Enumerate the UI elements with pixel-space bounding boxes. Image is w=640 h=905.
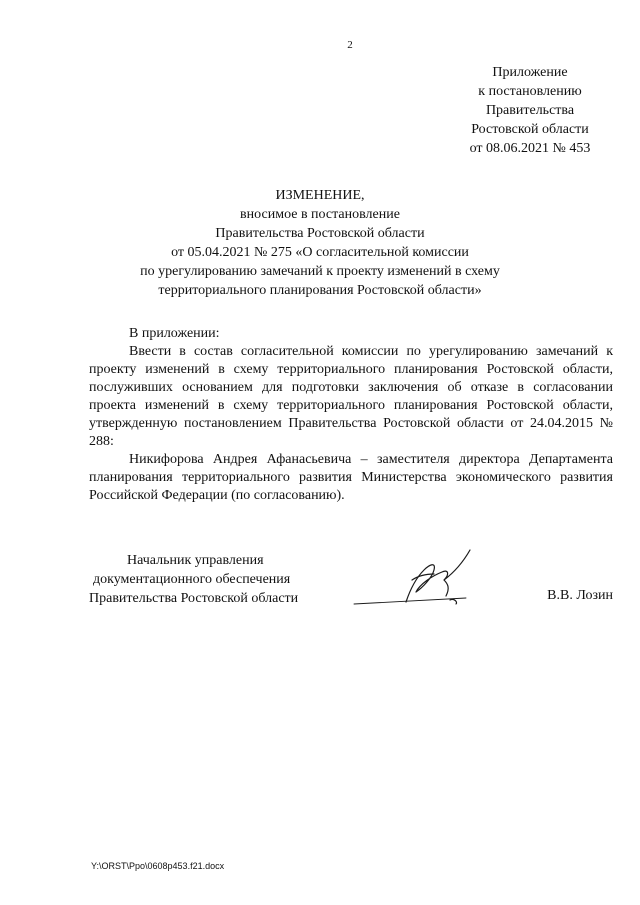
handwritten-signature-image <box>346 540 476 610</box>
document-body <box>89 325 613 505</box>
document-title <box>110 186 530 300</box>
appendix-line: Правительства <box>485 103 575 118</box>
appendix-line: к постановлению <box>478 84 582 99</box>
appendix-header <box>440 63 620 158</box>
appendix-line: от 08.06.2021 № 453 <box>469 141 591 156</box>
appendix-line: Приложение <box>492 65 568 80</box>
signer-name: В.В. Лозин <box>547 588 613 603</box>
body-paragraph: Ввести в состав согласительной комиссии по урегулированию замечаний к проекту изменений в схему территориального планирования Ростовской области, послуживших основанием для подготовки заключения об отказе в согласовании проекта изменений в схему территориального планирования Ростовской области, утвержденную постановлением Правительства Ростовской области от 24.04.2015 № 288: <box>89 344 613 449</box>
title-line: территориального планирования Ростовской области» <box>158 283 482 298</box>
signer-position-line: Начальник управления <box>127 553 264 568</box>
title-line: от 05.04.2021 № 275 «О согласительной комиссии <box>171 245 469 260</box>
signer-position-line: Правительства Ростовской области <box>89 591 299 606</box>
body-paragraph: Никифорова Андрея Афанасьевича – заместителя директора Департамента планирования территориального развития Министерства экономического развития Российской Федерации (по согласованию). <box>89 452 613 503</box>
signer-position-line: документационного обеспечения <box>93 572 291 587</box>
title-line: Правительства Ростовской области <box>215 226 425 241</box>
appendix-line: Ростовской области <box>471 122 589 137</box>
page-number: 2 <box>347 39 353 51</box>
title-heading: ИЗМЕНЕНИЕ, <box>275 188 365 203</box>
footer-file-path: Y:\ORST\Ppo\0608p453.f21.docx <box>91 861 225 871</box>
title-line: вносимое в постановление <box>240 207 400 222</box>
body-intro: В приложении: <box>129 326 220 341</box>
title-line: по урегулированию замечаний к проекту изменений в схему <box>140 264 500 279</box>
